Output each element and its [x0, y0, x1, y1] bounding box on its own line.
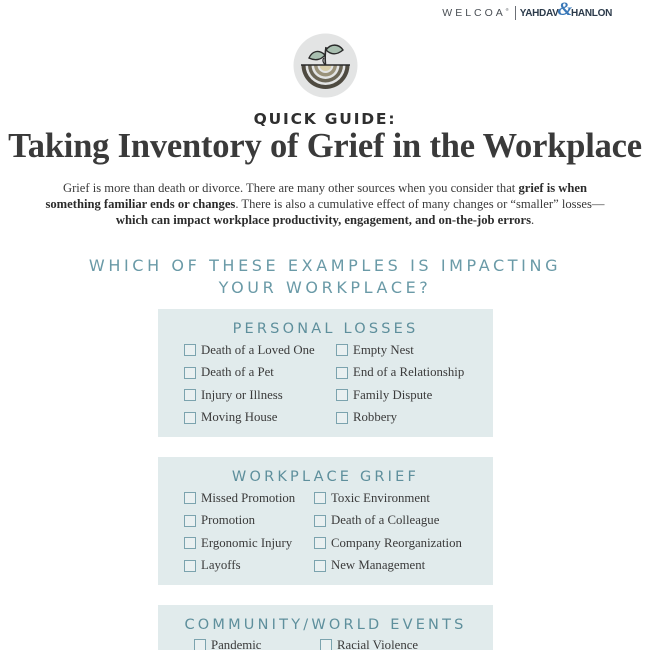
- checkbox[interactable]: [314, 492, 326, 504]
- checklist-item[interactable]: Racial Violence: [320, 636, 500, 650]
- checkbox[interactable]: [336, 367, 348, 379]
- checklist-item[interactable]: Ergonomic Injury: [184, 534, 314, 553]
- checkbox[interactable]: [184, 389, 196, 401]
- logo-divider: [515, 6, 516, 20]
- section-workplace-grief: [158, 457, 493, 585]
- checkbox[interactable]: [184, 344, 196, 356]
- checklist-item[interactable]: New Management: [314, 557, 494, 576]
- checklist-item[interactable]: Empty Nest: [336, 341, 496, 360]
- checkbox[interactable]: [184, 412, 196, 424]
- checklist-item[interactable]: Death of a Loved One: [184, 341, 336, 360]
- checkbox[interactable]: [336, 389, 348, 401]
- section-title: WORKPLACE GRIEF: [231, 469, 420, 485]
- checklist-item[interactable]: Layoffs: [184, 557, 314, 576]
- checkbox[interactable]: [194, 639, 206, 650]
- checkbox[interactable]: [184, 560, 196, 572]
- section-personal-losses: [158, 309, 493, 437]
- checkbox[interactable]: [314, 560, 326, 572]
- checklist-item[interactable]: Family Dispute: [336, 386, 496, 405]
- checklist-item[interactable]: Injury or Illness: [184, 386, 336, 405]
- section-community-world-events: [158, 605, 493, 650]
- checkbox[interactable]: [314, 515, 326, 527]
- checkbox[interactable]: [184, 367, 196, 379]
- sprouting-seed-icon: [293, 33, 358, 98]
- checklist-item[interactable]: Promotion: [184, 512, 314, 531]
- checklist-item[interactable]: Death of a Colleague: [314, 512, 494, 531]
- checkbox[interactable]: [320, 639, 332, 650]
- section-title: PERSONAL LOSSES: [232, 321, 419, 337]
- partner-logos: [442, 0, 612, 21]
- yahdav-hanlon-logo: YAHDAV & HANLON: [519, 0, 612, 20]
- checklist-item[interactable]: Toxic Environment: [314, 489, 494, 508]
- checkbox[interactable]: [314, 537, 326, 549]
- section-title: COMMUNITY/WORLD EVENTS: [184, 617, 467, 633]
- guide-kicker: QUICK GUIDE:: [253, 110, 397, 128]
- checklist-item[interactable]: Moving House: [184, 409, 336, 428]
- checkbox[interactable]: [336, 344, 348, 356]
- page-title: Taking Inventory of Grief in the Workplace: [8, 127, 642, 165]
- checklist-item[interactable]: End of a Relationship: [336, 364, 496, 383]
- checkbox[interactable]: [184, 492, 196, 504]
- checklist-item[interactable]: Company Reorganization: [314, 534, 494, 553]
- checkbox[interactable]: [184, 537, 196, 549]
- checklist-item[interactable]: Pandemic: [194, 636, 320, 650]
- checklist-item[interactable]: Death of a Pet: [184, 364, 336, 383]
- intro-paragraph: Grief is more than death or divorce. There are many other sources when you consider that grief is when something familiar ends or changes. There is also a cumulative effect of many changes or “smaller” losses—which can impact workplace productivity, engagement, and on-the-job errors.: [45, 181, 605, 227]
- question-heading: WHICH OF THESE EXAMPLES IS IMPACTING YOUR WORKPLACE?: [88, 256, 562, 297]
- checkbox[interactable]: [184, 515, 196, 527]
- welcoa-logo: WELCOA®: [442, 7, 509, 19]
- checklist-item[interactable]: Robbery: [336, 409, 496, 428]
- checklist-item[interactable]: Missed Promotion: [184, 489, 314, 508]
- checkbox[interactable]: [336, 412, 348, 424]
